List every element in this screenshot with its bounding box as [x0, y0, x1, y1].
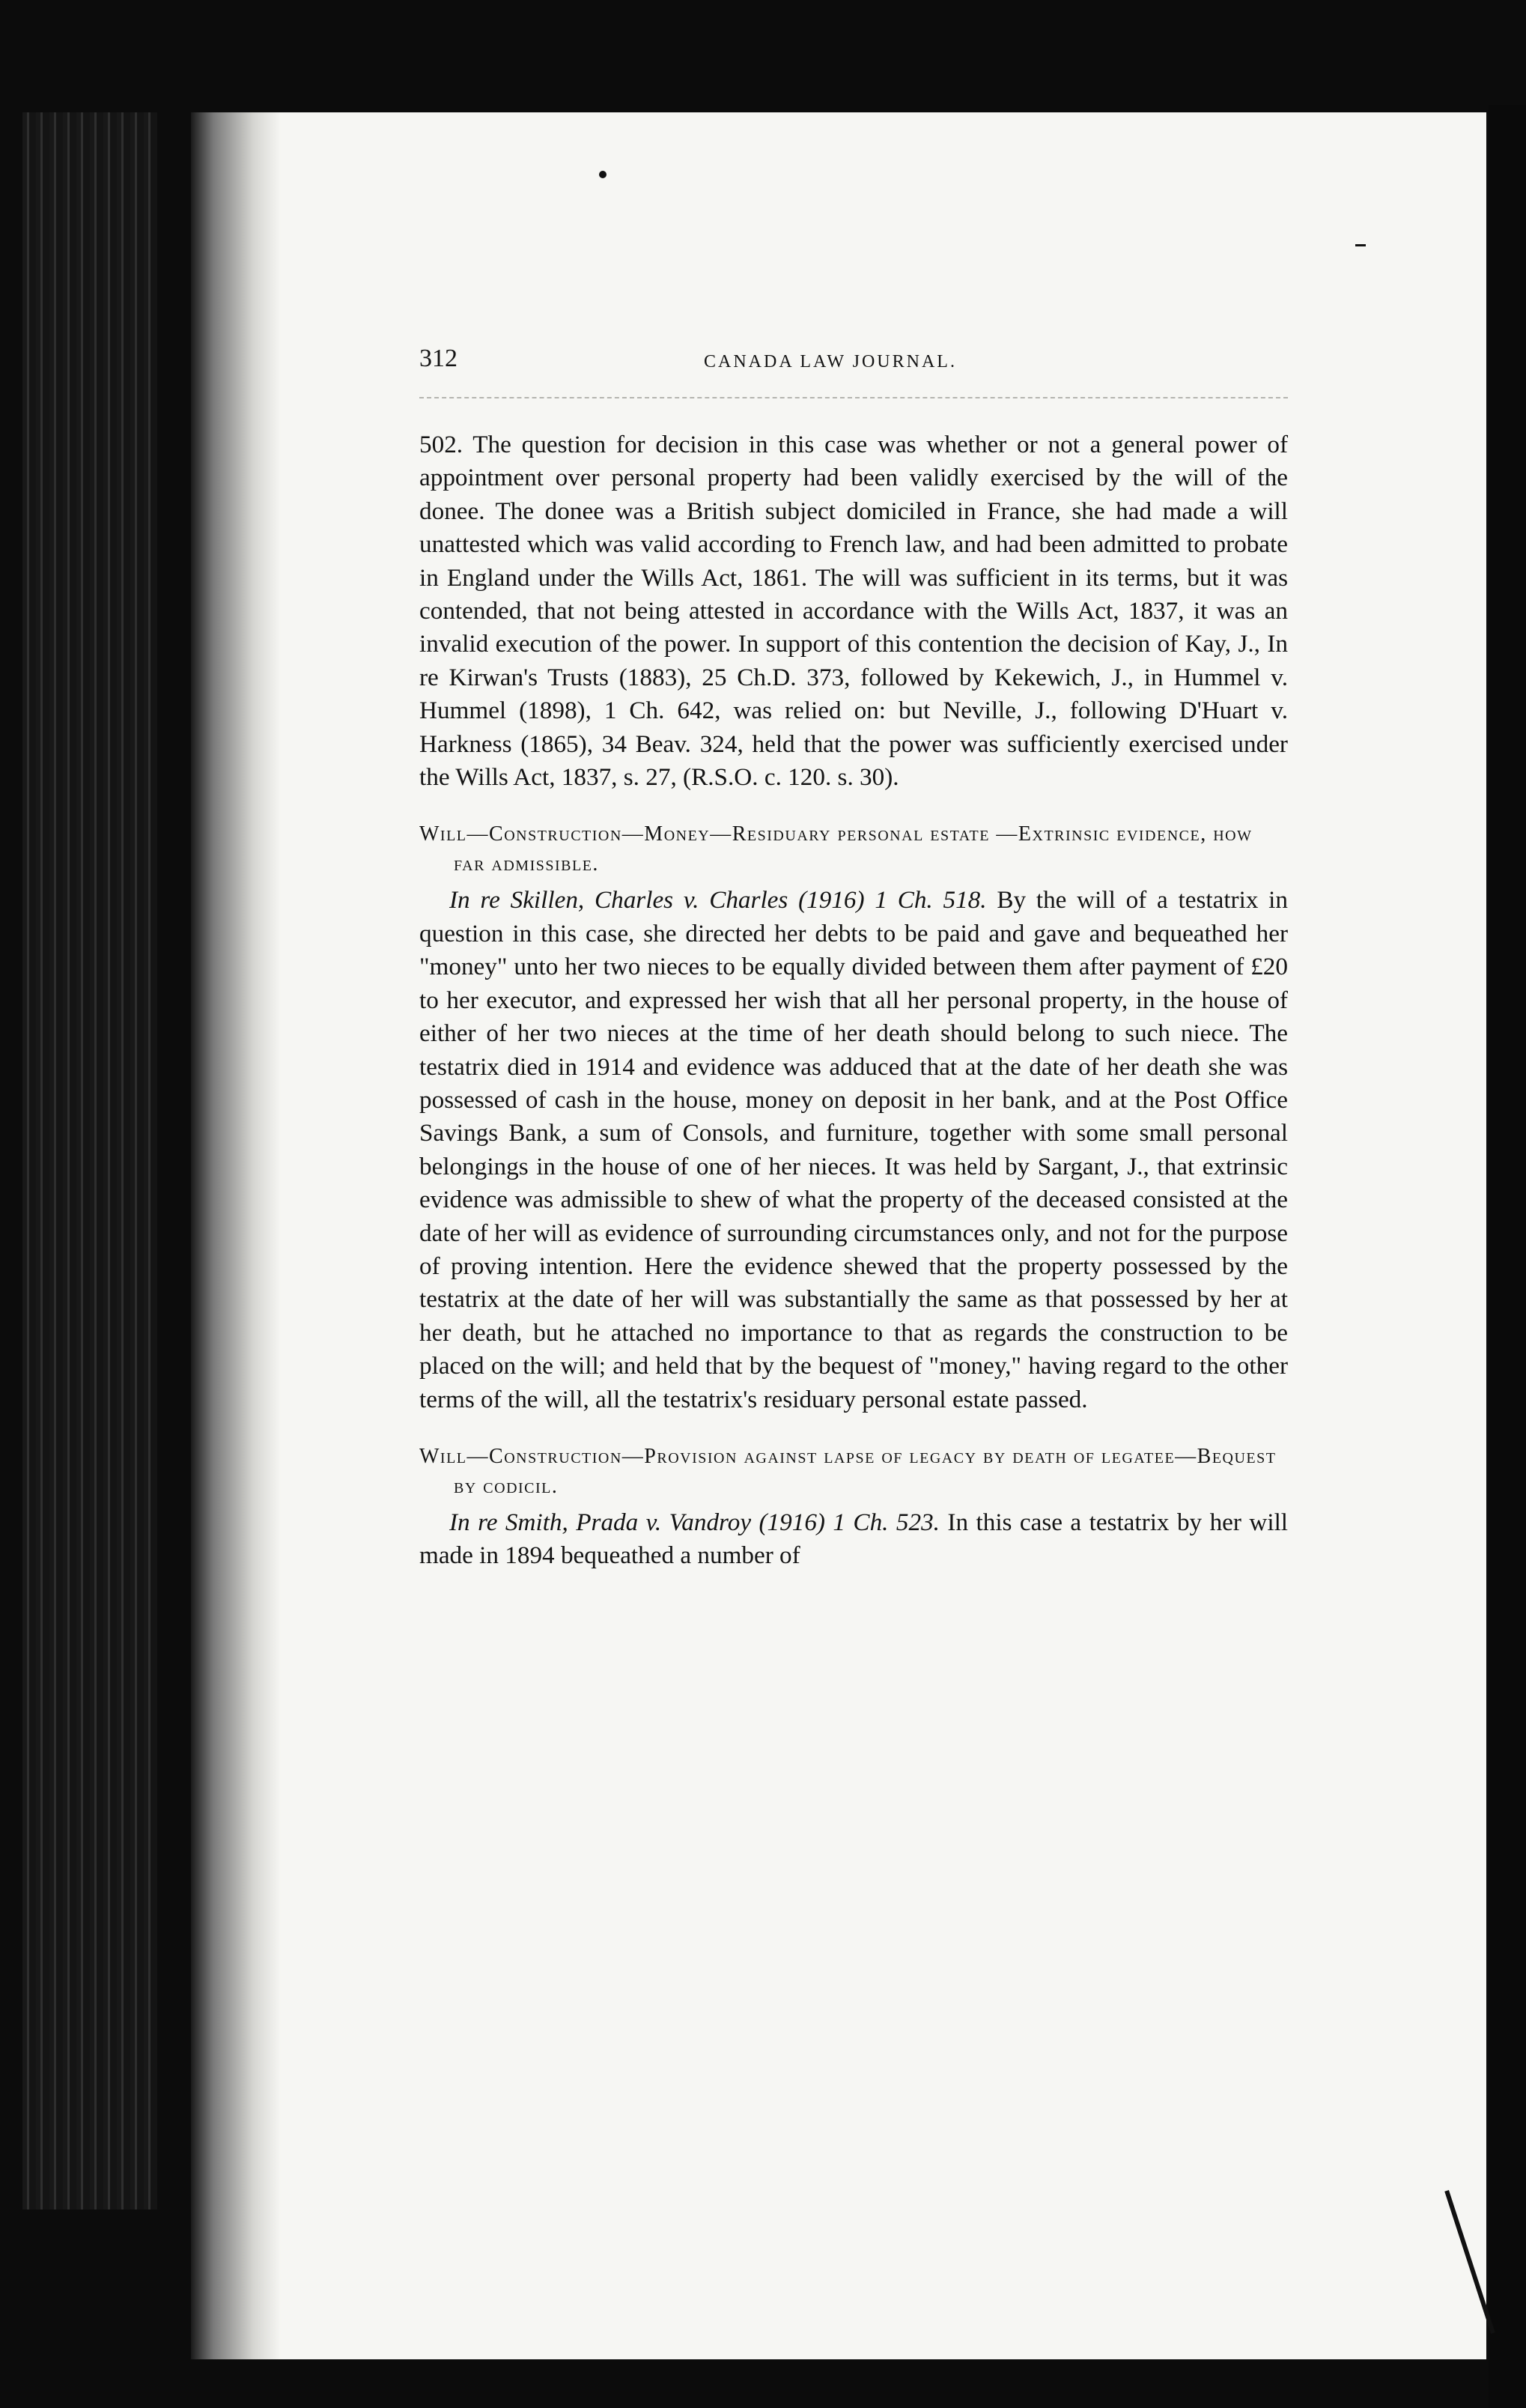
ink-speck	[599, 171, 607, 178]
section-paragraph	[419, 884, 1288, 1416]
section-body: In this case a testatrix by her will made in 1894 bequeathed a number of	[419, 1508, 1289, 1570]
running-head: CANADA LAW JOURNAL.	[704, 352, 957, 371]
page-number: 312	[419, 345, 458, 372]
right-scan-border	[1489, 105, 1526, 2408]
margin-tick-mark	[1355, 244, 1366, 246]
article-text	[419, 345, 1288, 1573]
binding-gutter	[22, 112, 157, 2210]
opening-paragraph: 502. The question for decision in this case was whether or not a general power of appointment over personal property had been validly exercised by the will of the donee. The donee was a British subject domiciled in France, she had made a will unattested which was valid according to French law, and had been admitted to probate in England under the Wills Act, 1861. The will was sufficient in its terms, but it was contended, that not being attested in accordance with the Wills Act, 1837, it was an invalid execution of the power. In support of this contention the decision of Kay, J., In re Kirwan's Trusts (1883), 25 Ch.D. 373, followed by Kekewich, J., in Hummel v. Hummel (1898), 1 Ch. 642, was relied on: but Neville, J., following D'Huart v. Harkness (1865), 34 Beav. 324, held that the power was sufficiently exercised under the Wills Act, 1837, s. 27, (R.S.O. c. 120. s. 30).	[419, 431, 1288, 792]
section-heading: Will—Construction—Money—Residuary personal estate —Extrinsic evidence, how far admissible.	[419, 822, 1253, 876]
section-paragraph	[419, 1506, 1288, 1573]
section-body: By the will of a testatrix in question in this case, she directed her debts to be paid and gave and bequeathed her "money" unto her two nieces to be equally divided between them after payment of £20 to her executor, and expressed her wish that all her personal property, in the house of either of her two nieces at the time of her death should belong to such niece. The testatrix died in 1914 and evidence was adduced that at the date of her death she was possessed of cash in the house, money on deposit in her bank, and at the Post Office Savings Bank, a sum of Consols, and furniture, together with some small personal belongings in the house of one of her nieces. It was held by Sargant, J., that extrinsic evidence was admissible to shew of what the property of the deceased consisted at the date of her will as evidence of surrounding circumstances only, and not for the purpose of proving intention. Here the evidence shewed that the property possessed by the testatrix at the date of her will was substantially the same as that possessed by her at her death, but he attached no importance to that as regards the construction to be placed on the will; and held that by the bequest of "money," having regard to the other terms of the will, all the testatrix's residuary personal estate passed.	[419, 886, 1288, 1413]
page-header	[419, 345, 1288, 398]
case-citation: In re Skillen, Charles v. Charles (1916) 1 Ch. 518.	[449, 886, 987, 915]
section-heading: Will—Construction—Provision against lapse of legacy by death of legatee—Bequest by codicil.	[419, 1444, 1277, 1498]
page-edge-shadow	[191, 112, 281, 2359]
case-citation: In re Smith, Prada v. Vandroy (1916) 1 Ch. 523.	[449, 1508, 940, 1536]
